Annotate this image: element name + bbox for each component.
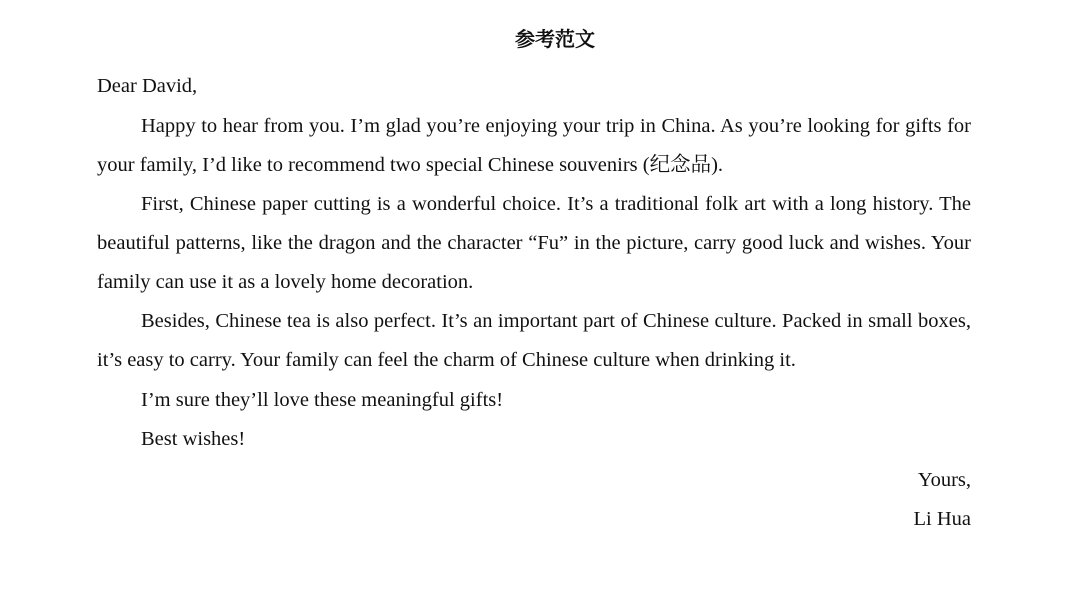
- paragraph-conclusion: I’m sure they’ll love these meaningful gifts!: [141, 389, 504, 411]
- closing: Yours,: [917, 469, 971, 491]
- paragraph-paper-cutting: First, Chinese paper cutting is a wonderful choice. It’s a traditional folk art with a long history. The beautiful patterns, like the dragon and the character “Fu” in the picture, carry good luck and wishes. Your family can use it as a lovely home decoration.: [97, 193, 971, 294]
- document-title: 参考范文: [515, 27, 595, 51]
- salutation: Dear David,: [97, 75, 198, 97]
- paragraph-best-wishes: Best wishes!: [141, 428, 246, 450]
- paragraph-intro: Happy to hear from you. I’m glad you’re enjoying your trip in China. As you’re looking for gifts for your family, I’d like to recommend two special Chinese souvenirs (纪念品).: [97, 115, 971, 177]
- paragraph-tea: Besides, Chinese tea is also perfect. It’s an important part of Chinese culture. Packed in small boxes, it’s easy to carry. Your family can feel the charm of Chinese culture when drinking it.: [97, 310, 971, 372]
- signature: Li Hua: [913, 508, 971, 530]
